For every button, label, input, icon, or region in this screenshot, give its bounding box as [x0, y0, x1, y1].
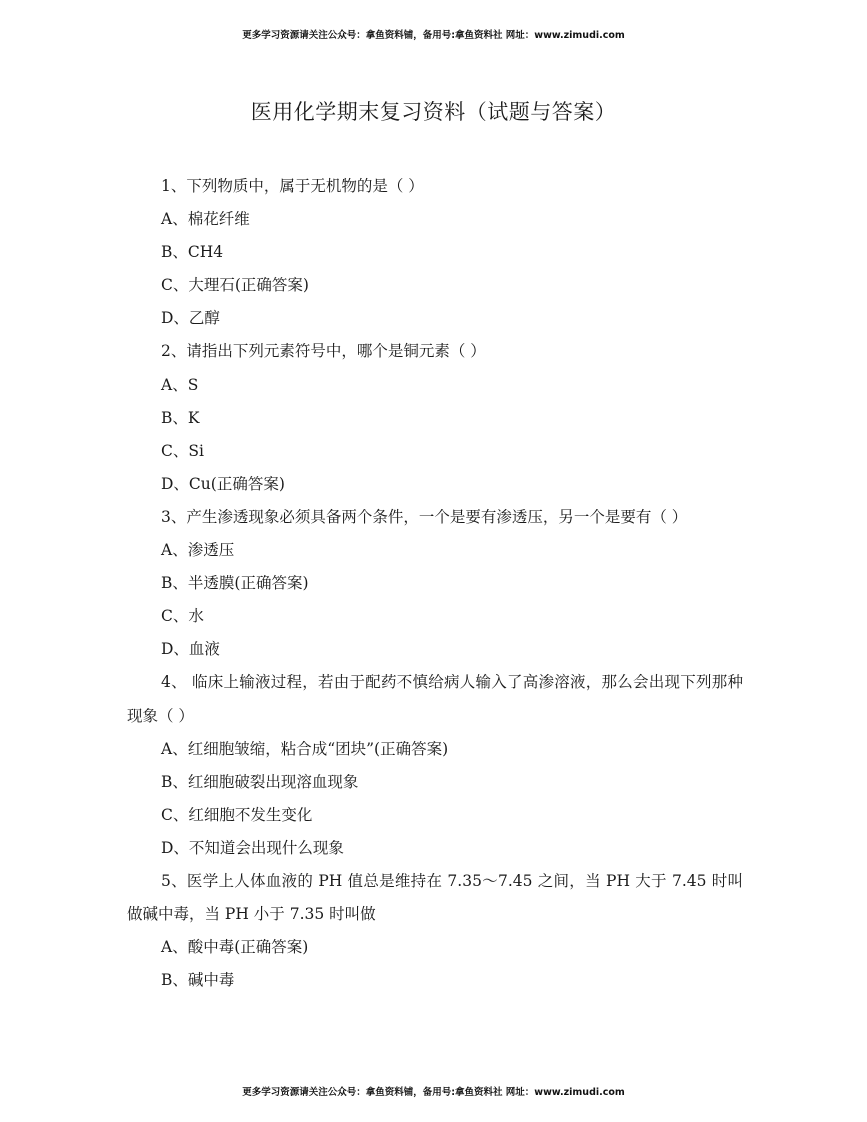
- question-option: C、大理石(正确答案): [161, 276, 309, 295]
- question-stem: 4、 临床上输液过程，若由于配药不慎给病人输入了高渗溶液，那么会出现下列那种现象（ ）: [127, 673, 743, 725]
- document-title: 医用化学期末复习资料（试题与答案）: [250, 100, 617, 124]
- question-option: B、K: [161, 408, 200, 427]
- question-option: A、棉花纤维: [161, 210, 250, 229]
- question-stem: 3、产生渗透现象必须具备两个条件，一个是要有渗透压，另一个是要有（ ）: [161, 507, 688, 526]
- question-option: D、Cu(正确答案): [161, 474, 285, 493]
- question-option: A、酸中毒(正确答案): [161, 938, 309, 957]
- question-stem: 2、请指出下列元素符号中，哪个是铜元素（ ）: [161, 342, 486, 361]
- question-option: A、S: [161, 375, 199, 394]
- question-option: B、碱中毒: [161, 971, 235, 990]
- question-option: C、红细胞不发生变化: [161, 805, 313, 824]
- question-stem: 1、下列物质中，属于无机物的是（ ）: [161, 177, 424, 195]
- question-option: D、乙醇: [161, 309, 220, 328]
- question-stem: 5、医学上人体血液的 PH 值总是维持在 7.35～7.45 之间，当 PH 大于 7.45 时叫做碱中毒，当 PH 小于 7.35 时叫做: [127, 871, 743, 924]
- page-footer-note: 更多学习资源请关注公众号：拿鱼资料铺，备用号:拿鱼资料社 网址：www.zimudi.com: [242, 1087, 625, 1098]
- document-body: [127, 170, 743, 997]
- question-option: A、渗透压: [161, 541, 235, 560]
- question-option: A、红细胞皱缩，粘合成“团块”(正确答案): [161, 739, 449, 758]
- question-option: B、半透膜(正确答案): [161, 574, 309, 593]
- question-option: B、红细胞破裂出现溶血现象: [161, 772, 359, 791]
- question-option: C、Si: [161, 441, 204, 460]
- question-option: C、水: [161, 607, 204, 626]
- page-header-note: 更多学习资源请关注公众号：拿鱼资料铺，备用号:拿鱼资料社 网址：www.zimudi.com: [242, 30, 625, 41]
- question-option: D、不知道会出现什么现象: [161, 838, 344, 857]
- question-option: D、血液: [161, 640, 220, 659]
- question-option: B、CH4: [161, 243, 224, 262]
